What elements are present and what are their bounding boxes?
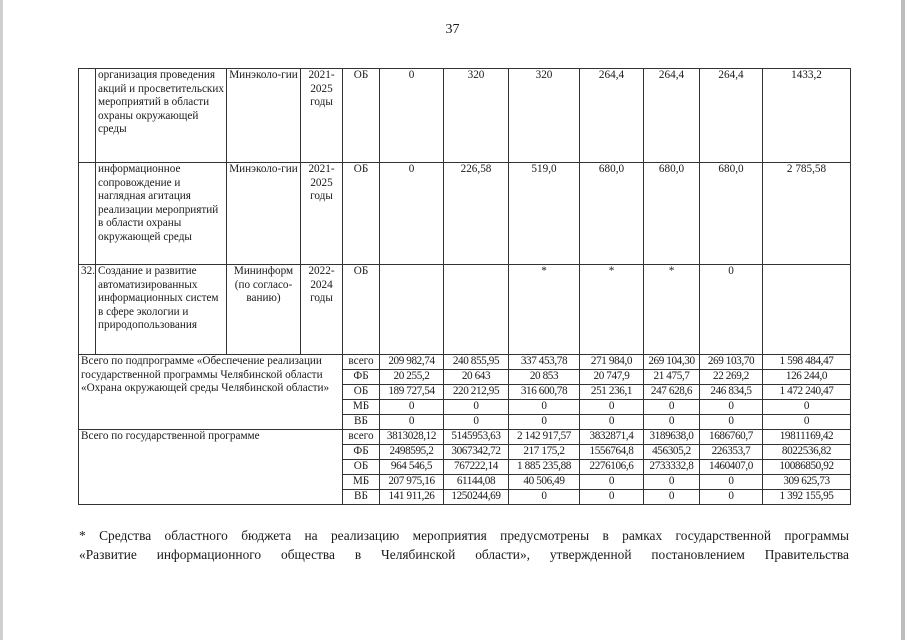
value-cell: 0 <box>644 490 700 505</box>
value-cell: 0 <box>644 475 700 490</box>
funding-source: ФБ <box>343 370 380 385</box>
budget-table <box>78 68 851 505</box>
funding-source: ВБ <box>343 415 380 430</box>
value-cell: 0 <box>644 400 700 415</box>
row-number <box>79 69 96 163</box>
value-cell: 1556764,8 <box>580 445 644 460</box>
page-number: 37 <box>445 22 460 37</box>
value-cell: 2276106,6 <box>580 460 644 475</box>
value-cell: 320 <box>444 69 509 163</box>
value-cell: 1 885 235,88 <box>509 460 580 475</box>
funding-source: ОБ <box>343 163 380 265</box>
page-edge-right <box>901 0 905 640</box>
activity-years: 2021-2025 годы <box>301 163 343 265</box>
value-cell: 10086850,92 <box>763 460 851 475</box>
program-total-label: Всего по государственной программе <box>79 430 343 505</box>
value-cell: 0 <box>644 415 700 430</box>
value-cell: 240 855,95 <box>444 355 509 370</box>
funding-source: МБ <box>343 475 380 490</box>
value-cell: 0 <box>700 490 763 505</box>
value-cell: 964 546,5 <box>380 460 444 475</box>
value-cell: 20 255,2 <box>380 370 444 385</box>
activity-name: Создание и развитие автоматизированных информационных систем в сфере экологии и природопользования <box>96 265 227 355</box>
value-cell: 2498595,2 <box>380 445 444 460</box>
value-cell: 680,0 <box>644 163 700 265</box>
funding-source: МБ <box>343 400 380 415</box>
value-cell: 767222,14 <box>444 460 509 475</box>
funding-source: всего <box>343 430 380 445</box>
value-cell: 1 472 240,47 <box>763 385 851 400</box>
value-cell: 2 785,58 <box>763 163 851 265</box>
value-cell: 0 <box>509 490 580 505</box>
activity-name: информационное сопровождение и наглядная агитация реализации мероприятий в области охраны окружающей среды <box>96 163 227 265</box>
activity-executor: Минэколо-гии <box>227 69 301 163</box>
value-cell: 0 <box>580 475 644 490</box>
activity-name: организация проведения акций и просветительских мероприятий в области охраны окружающей среды <box>96 69 227 163</box>
value-cell: 126 244,0 <box>763 370 851 385</box>
funding-source: ОБ <box>343 460 380 475</box>
footnote <box>79 526 849 564</box>
activity-executor: Минэколо-гии <box>227 163 301 265</box>
value-cell: 519,0 <box>509 163 580 265</box>
value-cell: 251 236,1 <box>580 385 644 400</box>
value-cell: 456305,2 <box>644 445 700 460</box>
value-cell: 1433,2 <box>763 69 851 163</box>
subprogram-total-label: Всего по подпрограмме «Обеспечение реализации государственной программы Челябинской области «Охрана окружающей среды Челябинской области» <box>79 355 343 430</box>
value-cell: 337 453,78 <box>509 355 580 370</box>
value-cell: 3813028,12 <box>380 430 444 445</box>
funding-source: ОБ <box>343 69 380 163</box>
value-cell: 20 853 <box>509 370 580 385</box>
value-cell: 320 <box>509 69 580 163</box>
funding-source: ВБ <box>343 490 380 505</box>
value-cell: 20 747,9 <box>580 370 644 385</box>
value-cell: 0 <box>700 475 763 490</box>
activity-executor: Мининформ (по согласо-ванию) <box>227 265 301 355</box>
value-cell <box>444 265 509 355</box>
value-cell: 3832871,4 <box>580 430 644 445</box>
value-cell: 0 <box>700 265 763 355</box>
value-cell: 189 727,54 <box>380 385 444 400</box>
value-cell: * <box>644 265 700 355</box>
page-edge-left <box>0 0 3 640</box>
value-cell: 0 <box>580 415 644 430</box>
value-cell: 1460407,0 <box>700 460 763 475</box>
value-cell: 0 <box>580 400 644 415</box>
row-number: 32. <box>79 265 96 355</box>
value-cell: 0 <box>380 163 444 265</box>
table-row <box>79 355 851 370</box>
value-cell: 0 <box>380 69 444 163</box>
funding-source: ОБ <box>343 265 380 355</box>
table-row <box>79 69 851 163</box>
value-cell: 141 911,26 <box>380 490 444 505</box>
value-cell: 0 <box>380 400 444 415</box>
value-cell: 226,58 <box>444 163 509 265</box>
value-cell: 0 <box>700 400 763 415</box>
value-cell: 1250244,69 <box>444 490 509 505</box>
value-cell: 8022536,82 <box>763 445 851 460</box>
activity-years: 2022-2024 годы <box>301 265 343 355</box>
value-cell: 0 <box>509 415 580 430</box>
value-cell: 209 982,74 <box>380 355 444 370</box>
value-cell: 264,4 <box>580 69 644 163</box>
value-cell: 0 <box>700 415 763 430</box>
value-cell: 309 625,73 <box>763 475 851 490</box>
value-cell: 316 600,78 <box>509 385 580 400</box>
value-cell: 680,0 <box>700 163 763 265</box>
value-cell: 0 <box>763 400 851 415</box>
value-cell: 246 834,5 <box>700 385 763 400</box>
value-cell: 0 <box>509 400 580 415</box>
value-cell: * <box>580 265 644 355</box>
table-row <box>79 430 851 445</box>
value-cell: 269 103,70 <box>700 355 763 370</box>
table-row <box>79 265 851 355</box>
value-cell: 247 628,6 <box>644 385 700 400</box>
value-cell <box>380 265 444 355</box>
value-cell: 207 975,16 <box>380 475 444 490</box>
footnote-line: «Развитие информационного общества в Челябинской области», утвержденной постановлением Правительства <box>79 547 849 562</box>
value-cell: 20 643 <box>444 370 509 385</box>
funding-source: ФБ <box>343 445 380 460</box>
value-cell: 271 984,0 <box>580 355 644 370</box>
value-cell: 40 506,49 <box>509 475 580 490</box>
value-cell: 0 <box>580 490 644 505</box>
value-cell: 2 142 917,57 <box>509 430 580 445</box>
value-cell: 1686760,7 <box>700 430 763 445</box>
funding-source: ОБ <box>343 385 380 400</box>
value-cell: 0 <box>444 400 509 415</box>
value-cell: 226353,7 <box>700 445 763 460</box>
value-cell <box>763 265 851 355</box>
value-cell: 0 <box>380 415 444 430</box>
value-cell: 264,4 <box>644 69 700 163</box>
value-cell: 2733332,8 <box>644 460 700 475</box>
value-cell: 264,4 <box>700 69 763 163</box>
value-cell: 3067342,72 <box>444 445 509 460</box>
value-cell: 217 175,2 <box>509 445 580 460</box>
value-cell: 22 269,2 <box>700 370 763 385</box>
row-number <box>79 163 96 265</box>
value-cell: 1 392 155,95 <box>763 490 851 505</box>
activity-years: 2021-2025 годы <box>301 69 343 163</box>
value-cell: * <box>509 265 580 355</box>
value-cell: 21 475,7 <box>644 370 700 385</box>
value-cell: 0 <box>763 415 851 430</box>
value-cell: 0 <box>444 415 509 430</box>
value-cell: 220 212,95 <box>444 385 509 400</box>
footnote-line: * Средства областного бюджета на реализацию мероприятия предусмотрены в рамках государственной программы <box>79 528 849 543</box>
value-cell: 19811169,42 <box>763 430 851 445</box>
table-row <box>79 163 851 265</box>
value-cell: 5145953,63 <box>444 430 509 445</box>
value-cell: 269 104,30 <box>644 355 700 370</box>
value-cell: 3189638,0 <box>644 430 700 445</box>
value-cell: 1 598 484,47 <box>763 355 851 370</box>
funding-source: всего <box>343 355 380 370</box>
value-cell: 61144,08 <box>444 475 509 490</box>
value-cell: 680,0 <box>580 163 644 265</box>
